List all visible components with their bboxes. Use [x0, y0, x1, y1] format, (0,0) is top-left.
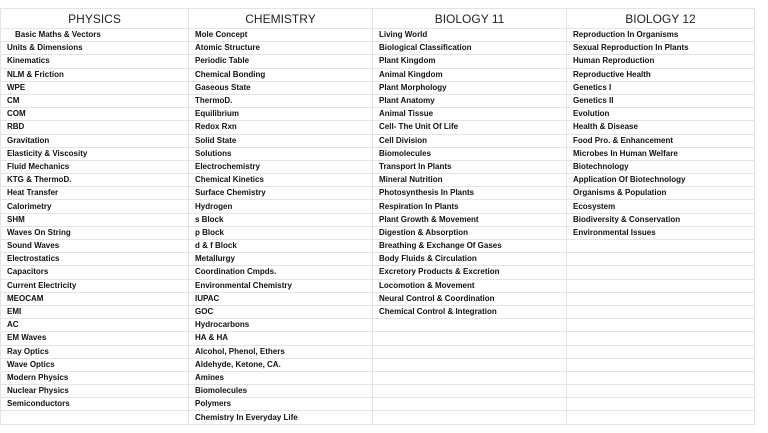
chemistry-topic: p Block [189, 226, 373, 239]
physics-topic: Fluid Mechanics [1, 160, 189, 173]
biology-11-topic: Body Fluids & Circulation [373, 253, 567, 266]
chemistry-topic: Solid State [189, 134, 373, 147]
biology-11-topic: Living World [373, 29, 567, 42]
biology-12-topic: Ecosystem [567, 200, 755, 213]
biology-12-topic [567, 266, 755, 279]
chemistry-topic: Environmental Chemistry [189, 279, 373, 292]
biology-11-topic: Chemical Control & Integration [373, 305, 567, 318]
physics-topic: Electrostatics [1, 253, 189, 266]
table-row [1, 174, 755, 187]
biology-12-topic [567, 332, 755, 345]
biology-12-topic: Genetics II [567, 94, 755, 107]
physics-topic: Waves On String [1, 226, 189, 239]
physics-topic: Basic Maths & Vectors [1, 29, 189, 42]
header-chemistry: CHEMISTRY [189, 9, 373, 29]
chemistry-topic: Metallurgy [189, 253, 373, 266]
biology-12-topic: Evolution [567, 108, 755, 121]
biology-11-topic [373, 345, 567, 358]
biology-12-topic: Environmental Issues [567, 226, 755, 239]
header-physics: PHYSICS [1, 9, 189, 29]
biology-11-topic: Biomolecules [373, 147, 567, 160]
header-row [1, 9, 755, 29]
chemistry-topic: Hydrocarbons [189, 319, 373, 332]
biology-12-topic: Reproduction In Organisms [567, 29, 755, 42]
table-row [1, 134, 755, 147]
table-row [1, 305, 755, 318]
physics-topic: Sound Waves [1, 240, 189, 253]
chemistry-topic: Amines [189, 371, 373, 384]
table-row [1, 398, 755, 411]
table-row [1, 240, 755, 253]
biology-11-topic: Plant Anatomy [373, 94, 567, 107]
physics-topic: MEOCAM [1, 292, 189, 305]
table-row [1, 68, 755, 81]
table-row [1, 160, 755, 173]
biology-11-topic: Plant Morphology [373, 81, 567, 94]
biology-11-topic [373, 385, 567, 398]
biology-12-topic [567, 240, 755, 253]
table-row [1, 385, 755, 398]
chemistry-topic: Periodic Table [189, 55, 373, 68]
chemistry-topic: Solutions [189, 147, 373, 160]
chemistry-topic: Chemical Kinetics [189, 174, 373, 187]
physics-topic: KTG & ThermoD. [1, 174, 189, 187]
table-row [1, 226, 755, 239]
chemistry-topic: Hydrogen [189, 200, 373, 213]
biology-12-topic [567, 319, 755, 332]
chemistry-topic: Chemistry In Everyday Life [189, 411, 373, 424]
physics-topic: RBD [1, 121, 189, 134]
chemistry-topic: Chemical Bonding [189, 68, 373, 81]
table-row [1, 42, 755, 55]
physics-topic: Wave Optics [1, 358, 189, 371]
table-row [1, 108, 755, 121]
biology-11-topic: Cell- The Unit Of Life [373, 121, 567, 134]
physics-topic: Nuclear Physics [1, 385, 189, 398]
biology-11-topic [373, 319, 567, 332]
biology-11-topic: Plant Growth & Movement [373, 213, 567, 226]
biology-11-topic: Transport In Plants [373, 160, 567, 173]
biology-11-topic: Animal Tissue [373, 108, 567, 121]
biology-11-topic: Digestion & Absorption [373, 226, 567, 239]
table-row [1, 358, 755, 371]
header-biology-11: BIOLOGY 11 [373, 9, 567, 29]
biology-11-topic: Cell Division [373, 134, 567, 147]
physics-topic: Calorimetry [1, 200, 189, 213]
table-row [1, 371, 755, 384]
biology-12-topic [567, 279, 755, 292]
table-row [1, 345, 755, 358]
biology-11-topic: Photosynthesis In Plants [373, 187, 567, 200]
physics-topic: SHM [1, 213, 189, 226]
chemistry-topic: Surface Chemistry [189, 187, 373, 200]
table-row [1, 81, 755, 94]
chemistry-topic: Aldehyde, Ketone, CA. [189, 358, 373, 371]
table-row [1, 279, 755, 292]
biology-12-topic: Health & Disease [567, 121, 755, 134]
physics-topic: Elasticity & Viscosity [1, 147, 189, 160]
table-row [1, 29, 755, 42]
chemistry-topic: s Block [189, 213, 373, 226]
physics-topic: Units & Dimensions [1, 42, 189, 55]
biology-12-topic [567, 345, 755, 358]
chemistry-topic: Alcohol, Phenol, Ethers [189, 345, 373, 358]
header-biology-12: BIOLOGY 12 [567, 9, 755, 29]
table-row [1, 411, 755, 424]
chemistry-topic: IUPAC [189, 292, 373, 305]
physics-topic: Current Electricity [1, 279, 189, 292]
physics-topic [1, 411, 189, 424]
biology-12-topic [567, 305, 755, 318]
biology-12-topic [567, 385, 755, 398]
biology-12-topic [567, 398, 755, 411]
topics-sheet [0, 8, 754, 425]
physics-topic: Kinematics [1, 55, 189, 68]
table-row [1, 147, 755, 160]
biology-11-topic: Animal Kingdom [373, 68, 567, 81]
biology-11-topic: Excretory Products & Excretion [373, 266, 567, 279]
chemistry-topic: ThermoD. [189, 94, 373, 107]
physics-topic: EMI [1, 305, 189, 318]
biology-12-topic: Food Pro. & Enhancement [567, 134, 755, 147]
chemistry-topic: Coordination Cmpds. [189, 266, 373, 279]
biology-11-topic: Plant Kingdom [373, 55, 567, 68]
physics-topic: CM [1, 94, 189, 107]
chemistry-topic: Biomolecules [189, 385, 373, 398]
table-row [1, 292, 755, 305]
chemistry-topic: Mole Concept [189, 29, 373, 42]
chemistry-topic: Electrochemistry [189, 160, 373, 173]
biology-12-topic [567, 371, 755, 384]
physics-topic: EM Waves [1, 332, 189, 345]
biology-12-topic: Genetics I [567, 81, 755, 94]
biology-11-topic [373, 358, 567, 371]
physics-topic: NLM & Friction [1, 68, 189, 81]
physics-topic: Gravitation [1, 134, 189, 147]
table-row [1, 187, 755, 200]
biology-12-topic: Human Reproduction [567, 55, 755, 68]
biology-12-topic: Sexual Reproduction In Plants [567, 42, 755, 55]
biology-12-topic [567, 253, 755, 266]
biology-12-topic: Microbes In Human Welfare [567, 147, 755, 160]
syllabus-table [0, 8, 755, 425]
biology-11-topic [373, 332, 567, 345]
physics-topic: Ray Optics [1, 345, 189, 358]
table-row [1, 121, 755, 134]
table-row [1, 55, 755, 68]
table-row [1, 332, 755, 345]
physics-topic: WPE [1, 81, 189, 94]
biology-12-topic [567, 358, 755, 371]
physics-topic: Semiconductors [1, 398, 189, 411]
biology-11-topic [373, 371, 567, 384]
chemistry-topic: GOC [189, 305, 373, 318]
physics-topic: Modern Physics [1, 371, 189, 384]
biology-12-topic: Application Of Biotechnology [567, 174, 755, 187]
biology-12-topic: Organisms & Population [567, 187, 755, 200]
physics-topic: Capacitors [1, 266, 189, 279]
biology-11-topic: Breathing & Exchange Of Gases [373, 240, 567, 253]
physics-topic: AC [1, 319, 189, 332]
physics-topic: Heat Transfer [1, 187, 189, 200]
physics-topic: COM [1, 108, 189, 121]
table-row [1, 319, 755, 332]
chemistry-topic: Atomic Structure [189, 42, 373, 55]
biology-12-topic [567, 411, 755, 424]
biology-12-topic: Biotechnology [567, 160, 755, 173]
biology-11-topic [373, 398, 567, 411]
table-row [1, 94, 755, 107]
chemistry-topic: Gaseous State [189, 81, 373, 94]
chemistry-topic: Equilibrium [189, 108, 373, 121]
biology-12-topic: Reproductive Health [567, 68, 755, 81]
table-row [1, 253, 755, 266]
biology-11-topic: Respiration In Plants [373, 200, 567, 213]
table-row [1, 200, 755, 213]
table-row [1, 213, 755, 226]
biology-11-topic: Mineral Nutrition [373, 174, 567, 187]
chemistry-topic: Polymers [189, 398, 373, 411]
biology-11-topic [373, 411, 567, 424]
biology-11-topic: Neural Control & Coordination [373, 292, 567, 305]
biology-11-topic: Locomotion & Movement [373, 279, 567, 292]
biology-12-topic [567, 292, 755, 305]
table-row [1, 266, 755, 279]
chemistry-topic: d & f Block [189, 240, 373, 253]
chemistry-topic: HA & HA [189, 332, 373, 345]
biology-12-topic: Biodiversity & Conservation [567, 213, 755, 226]
biology-11-topic: Biological Classification [373, 42, 567, 55]
chemistry-topic: Redox Rxn [189, 121, 373, 134]
